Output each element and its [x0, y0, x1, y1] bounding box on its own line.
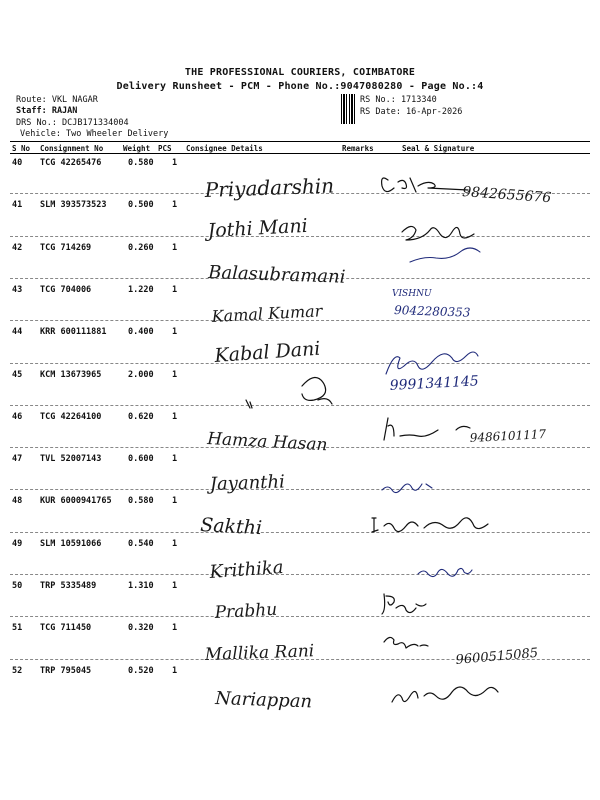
row-weight: 0.540: [128, 538, 154, 549]
handwritten-name: Jayanthi: [209, 471, 286, 495]
handwritten-name: Krithika: [208, 556, 285, 583]
handwritten-name: Jothi Mani: [207, 214, 309, 242]
handwritten-name: Kamal Kumar: [211, 301, 323, 326]
handwritten-name: Prabhu: [214, 599, 278, 623]
row-divider: [10, 574, 590, 575]
row-weight: 0.600: [128, 454, 154, 465]
signature-46: [384, 418, 547, 445]
row-divider: [10, 616, 590, 617]
col-consignee: Consignee Details: [186, 144, 263, 153]
row-weight: 1.310: [128, 581, 154, 591]
svg-text:9842655676: 9842655676: [461, 184, 552, 207]
row-weight: 0.580: [128, 158, 154, 168]
row-sno: 50: [12, 581, 23, 591]
row-pcs: 1: [172, 454, 178, 465]
signature-41: [402, 226, 480, 262]
row-consignment: KCM 13673965: [40, 369, 102, 380]
signature-52: [384, 637, 539, 702]
vehicle: Vehicle: Two Wheeler Delivery: [20, 129, 169, 139]
row-sno: 52: [12, 665, 23, 676]
row-sno: 41: [12, 200, 23, 211]
row-sno: 48: [12, 496, 23, 507]
row-sno: 43: [12, 284, 23, 295]
svg-text:9991341145: 9991341145: [389, 373, 480, 394]
row-sno: 51: [12, 623, 23, 634]
staff: Staff: RAJAN: [16, 106, 78, 116]
col-seal: Seal & Signature: [402, 144, 475, 153]
row-divider: [10, 193, 590, 194]
svg-text:9600515085: 9600515085: [455, 645, 539, 668]
handwritten-name: Hamza Hasan: [206, 429, 328, 456]
handwritten-name: Nariappan: [214, 688, 313, 713]
signature-49: [372, 518, 488, 532]
row-pcs: 1: [172, 665, 178, 676]
row-sno: 47: [12, 454, 23, 465]
col-weight: Weight: [123, 144, 151, 153]
row-sno: 44: [12, 327, 23, 338]
row-pcs: 1: [172, 200, 178, 211]
row-consignment: TCG 711450: [40, 623, 92, 634]
row-weight: 0.320: [128, 623, 154, 634]
signature-48: [382, 484, 432, 493]
row-weight: 0.400: [128, 327, 154, 338]
row-divider: [10, 489, 590, 490]
col-sno: S No: [12, 144, 31, 153]
row-divider: [10, 532, 590, 533]
row-consignment: TCG 42265476: [40, 158, 102, 168]
row-divider: [10, 278, 590, 279]
row-weight: 2.000: [128, 369, 154, 380]
row-weight: 0.580: [128, 496, 154, 507]
row-consignment: KUR 6000941765: [40, 496, 112, 507]
row-pcs: 1: [172, 581, 178, 591]
row-consignment: SLM 393573523: [40, 200, 107, 211]
signature-45: [302, 352, 479, 404]
company-title: THE PROFESSIONAL COURIERS, COIMBATORE: [184, 67, 416, 78]
handwritten-name: Mallika Rani: [204, 641, 315, 665]
runsheet-subtitle: Delivery Runsheet - PCM - Phone No.:9047080280 - Page No.:4: [116, 81, 484, 92]
row-consignment: TRP 795045: [40, 665, 92, 676]
row-pcs: 1: [172, 496, 178, 507]
row-consignment: KRR 600111881: [40, 327, 107, 338]
row-pcs: 1: [172, 284, 178, 295]
drs-number: DRS No.: DCJB171334004: [16, 118, 129, 128]
handwritten-name: Sakthi: [199, 514, 263, 540]
row-consignment: TRP 5335489: [40, 581, 97, 591]
row-pcs: 1: [172, 369, 178, 380]
signature-40: [382, 178, 552, 206]
row-weight: 0.500: [128, 200, 154, 211]
row-pcs: 1: [172, 242, 178, 253]
col-pcs: PCS: [158, 144, 172, 153]
svg-text:9042280353: 9042280353: [393, 303, 471, 320]
svg-text:VISHNU: VISHNU: [392, 289, 432, 299]
row-weight: 0.620: [128, 411, 154, 422]
row-consignment: TCG 704006: [40, 284, 92, 295]
row-sno: 40: [12, 158, 23, 168]
row-divider: [10, 405, 590, 406]
signature-43: [392, 289, 471, 320]
row-consignment: TVL 52007143: [40, 454, 102, 465]
row-weight: 0.520: [128, 665, 154, 676]
row-sno: 42: [12, 242, 23, 253]
row-pcs: 1: [172, 158, 178, 168]
col-remarks: Remarks: [342, 144, 374, 153]
row-pcs: 1: [172, 623, 178, 634]
svg-text:9486101117: 9486101117: [469, 427, 547, 445]
row-divider: [10, 320, 590, 321]
row-divider: [10, 447, 590, 448]
signature-50: [418, 568, 472, 576]
row-pcs: 1: [172, 327, 178, 338]
row-consignment: SLM 10591066: [40, 538, 102, 549]
row-pcs: 1: [172, 411, 178, 422]
row-weight: 1.220: [128, 284, 154, 295]
handwritten-name: Priyadarshin: [204, 173, 335, 202]
header-bottom-rule: [10, 153, 590, 154]
row-pcs: 1: [172, 538, 178, 549]
barcode: [341, 94, 355, 124]
row-sno: 46: [12, 411, 23, 422]
col-consignment: Consignment No: [40, 144, 104, 153]
row-consignment: TCG 42264100: [40, 411, 102, 422]
row-weight: 0.260: [128, 242, 154, 253]
row-divider: [10, 659, 590, 660]
handwritten-name: Kabal Dani: [213, 337, 322, 367]
row-sno: 49: [12, 538, 23, 549]
header-top-rule: [10, 141, 590, 142]
rs-date: RS Date: 16-Apr-2026: [360, 107, 463, 117]
handwritten-name: Balasubramani: [207, 262, 346, 288]
rs-number: RS No.: 1713340: [360, 95, 437, 105]
row-divider: [10, 363, 590, 364]
signature-51: [382, 594, 426, 614]
route: Route: VKL NAGAR: [16, 95, 98, 105]
row-consignment: TCG 714269: [40, 242, 92, 253]
row-sno: 45: [12, 369, 23, 380]
row-divider: [10, 236, 590, 237]
